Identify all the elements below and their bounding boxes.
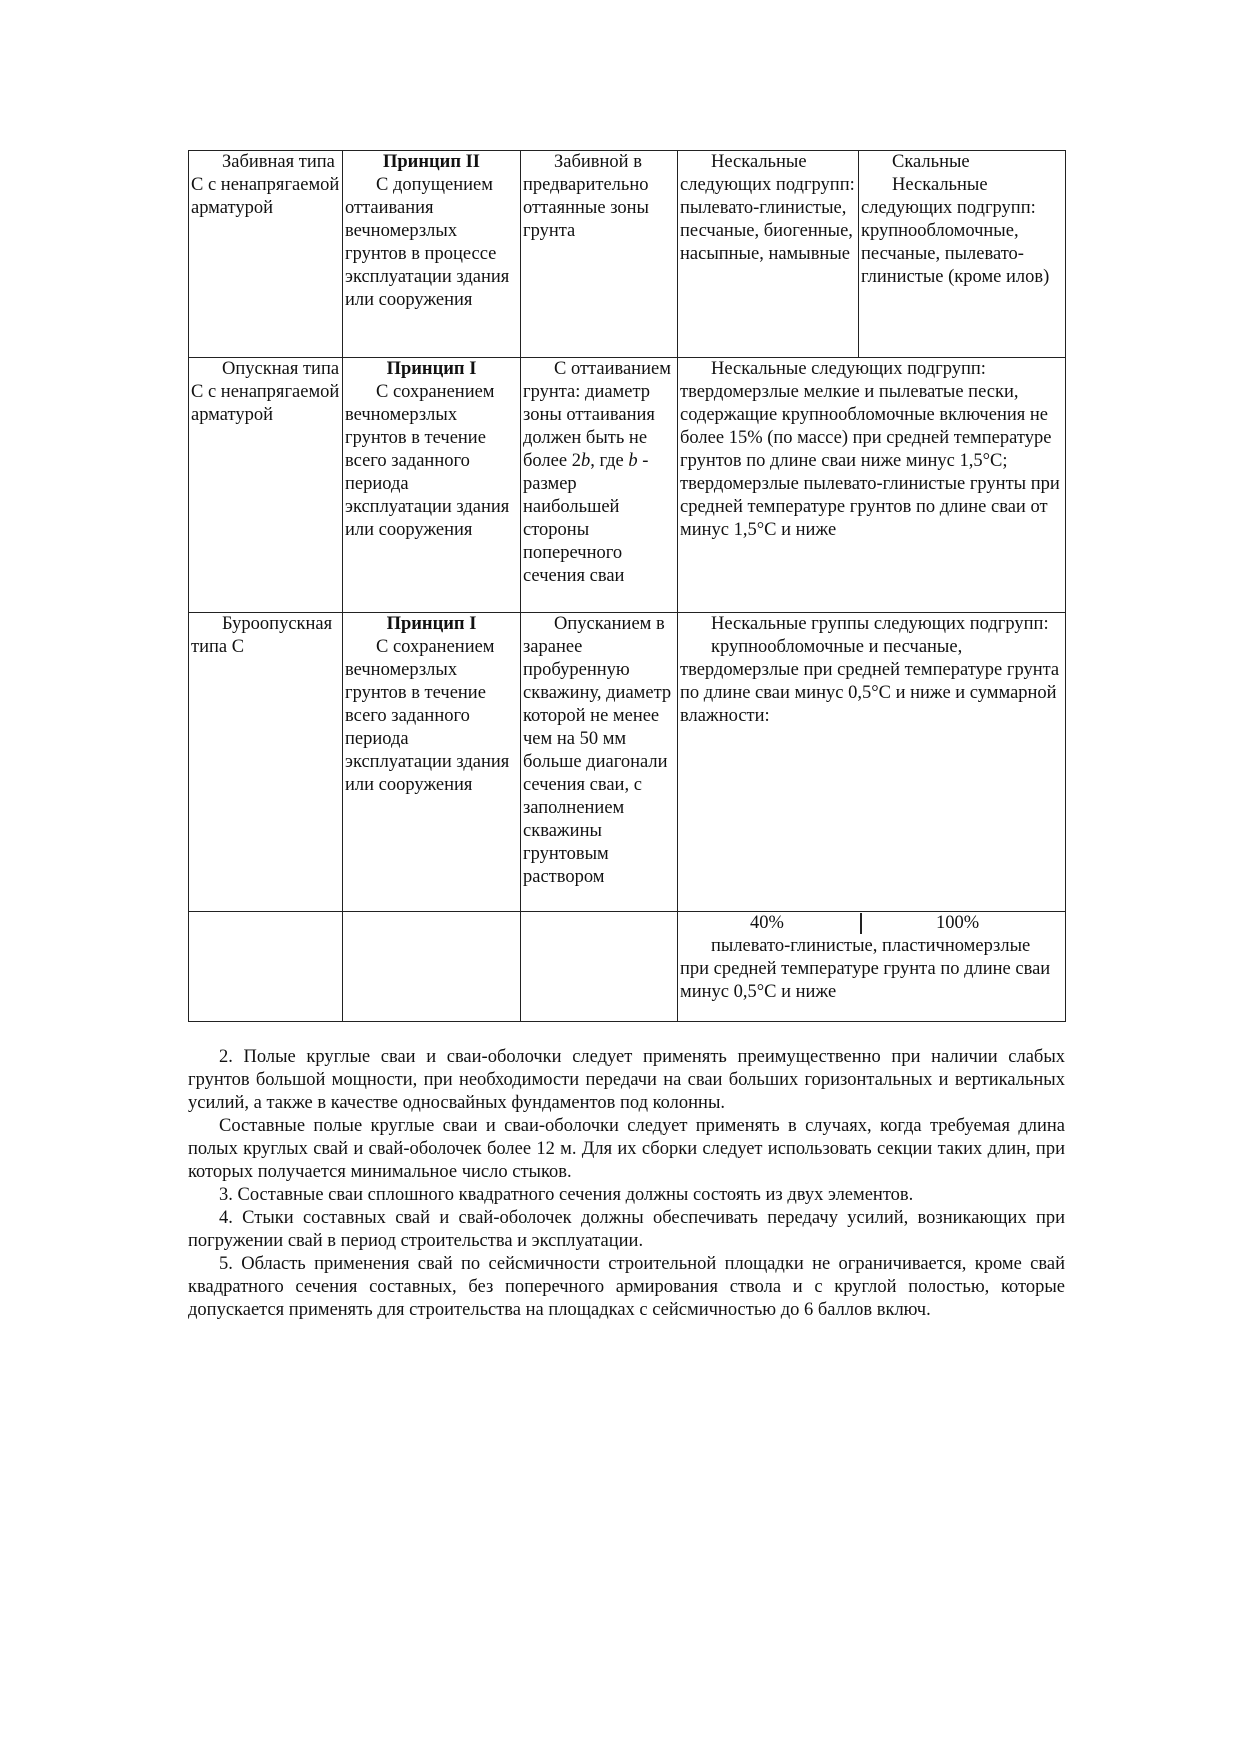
method-text: С оттаиванием грунта: диаметр зоны оттаивания должен быть не более 2	[523, 359, 671, 471]
soil-types: Нескальные следующих подгрупп: пылевато-глинистые, песчаные, биогенные, насыпные, намывные	[680, 152, 855, 264]
installation-method: Забивной в предварительно оттаянные зоны грунта	[523, 152, 649, 241]
symbol-b: b	[628, 451, 638, 471]
table-cell	[678, 613, 1066, 912]
soil-types-nonrock: Нескальные следующих подгрупп: крупнообломочные, песчаные, пылевато-глинистые (кроме илов)	[861, 175, 1050, 287]
principle-text: С сохранением вечномерзлых грунтов в течение всего заданного периода эксплуатации здания или сооружения	[345, 637, 510, 795]
table-cell	[189, 358, 343, 613]
installation-method: Опусканием в заранее пробуренную скважину, диаметр которой не менее чем на 50 мм больше диагонали сечения сваи, с заполнением скважины грунтовым раствором	[523, 614, 672, 887]
value-divider	[860, 913, 862, 934]
table-cell	[343, 912, 521, 1022]
body-text	[188, 1046, 1065, 1322]
paragraph: 4. Стыки составных свай и свай-оболочек должны обеспечивать передачу усилий, возникающих при погружении свай в период строительства и эксплуатации.	[188, 1208, 1065, 1251]
symbol-b: b	[580, 451, 591, 471]
table-row	[189, 151, 1066, 358]
piles-table	[188, 150, 1066, 1022]
soil-types-heading: Нескальные группы следующих подгрупп:	[711, 614, 1049, 634]
pile-type: Буроопускная типа С	[191, 614, 333, 657]
soil-types: крупнообломочные и песчаные, твердомерзлые при средней температуре грунта по длине сваи минус 0,5°С и ниже и суммарной влажности:	[680, 637, 1060, 726]
table-cell	[678, 358, 1066, 613]
paragraph: 3. Составные сваи сплошного квадратного сечения должны состоять из двух элементов.	[219, 1185, 914, 1205]
soil-types: Нескальные следующих подгрупп: твердомерзлые мелкие и пылеватые пески, содержащие крупнообломочные включения не более 15% (по массе) при средней температуре грунтов по длине сваи ниже минус 1,5°С; твердомерзлые пылевато-глинистые грунты при средней температуре грунтов по длине сваи от минус 1,5°С и ниже	[680, 359, 1060, 540]
paragraph: 2. Полые круглые сваи и сваи-оболочки следует применять преимущественно при наличии слабых грунтов большой мощности, при необходимости передачи на сваи больших горизонтальных и вертикальных усилий, а также в качестве односвайных фундаментов под колонны.	[188, 1047, 1065, 1113]
table-row	[189, 613, 1066, 912]
table-cell	[521, 358, 678, 613]
table-row	[189, 912, 1066, 1022]
moisture-value-left: 40%	[750, 913, 784, 933]
table-cell	[521, 912, 678, 1022]
paragraph: Составные полые круглые сваи и сваи-оболочки следует применять в случаях, когда требуемая длина полых круглых свай и свай-оболочек более 12 м. Для их сборки следует использовать секции таких длин, при которых получается минимальное число стыков.	[188, 1116, 1065, 1182]
soil-types-rock: Скальные	[892, 152, 970, 172]
soil-types: пылевато-глинистые, пластичномерзлые при средней температуре грунта по длине сваи минус 0,5°С и ниже	[680, 936, 1051, 1002]
table-cell	[189, 912, 343, 1022]
table-cell	[859, 151, 1066, 358]
table-cell	[678, 912, 1066, 1022]
paragraph: 5. Область применения свай по сейсмичности строительной площадки не ограничивается, кроме свай квадратного сечения составных, без поперечного армирования ствола и с круглой полостью, которые допускается применять для строительства на площадках с сейсмичностью до 6 баллов включ.	[188, 1254, 1065, 1320]
principle-text: С допущением оттаивания вечномерзлых грунтов в процессе эксплуатации здания или сооружения	[345, 175, 510, 310]
principle-text: С сохранением вечномерзлых грунтов в течение всего заданного периода эксплуатации здания или сооружения	[345, 382, 510, 540]
table-cell	[343, 151, 521, 358]
table-cell	[678, 151, 859, 358]
table-cell	[521, 151, 678, 358]
principle-title: Принцип I	[386, 614, 477, 634]
method-text: , где	[590, 451, 629, 471]
installation-method	[523, 358, 675, 588]
table-cell	[343, 358, 521, 613]
table-cell	[521, 613, 678, 912]
principle-title: Принцип II	[383, 152, 480, 172]
pile-type: Забивная типа С с ненапрягаемой арматурой	[191, 152, 340, 218]
table-cell	[343, 613, 521, 912]
moisture-value-right: 100%	[936, 913, 980, 933]
document-page	[188, 150, 1065, 1322]
pile-type: Опускная типа С с ненапрягаемой арматурой	[191, 359, 340, 425]
principle-title: Принцип I	[386, 359, 477, 379]
table-row	[189, 358, 1066, 613]
table-cell	[189, 613, 343, 912]
table-cell	[189, 151, 343, 358]
method-text: - размер наибольшей стороны поперечного сечения сваи	[523, 451, 649, 586]
moisture-values	[680, 912, 1063, 935]
